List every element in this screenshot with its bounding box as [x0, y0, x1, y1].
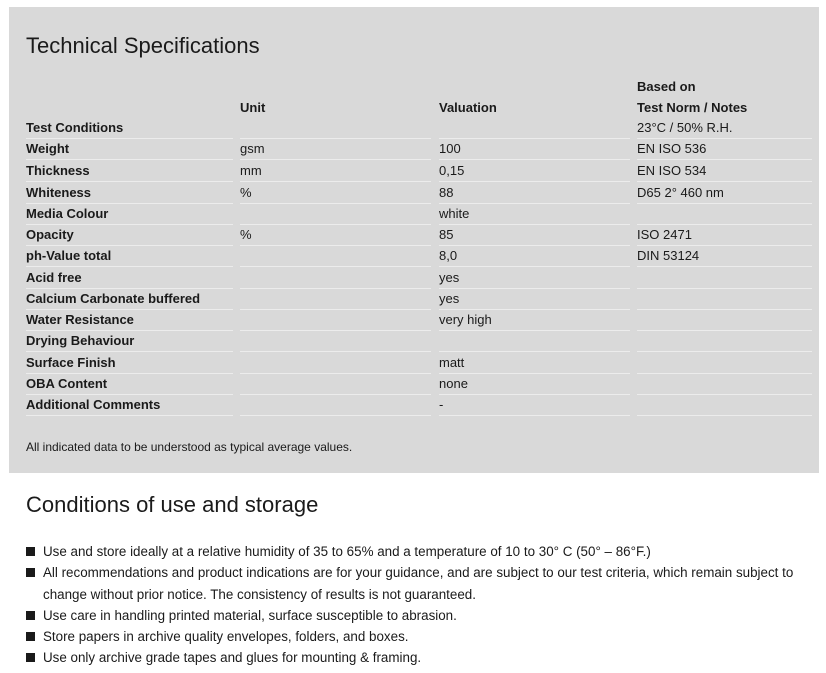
spec-row [9, 395, 819, 416]
row-label: Calcium Carbonate buffered [26, 289, 233, 310]
list-item [26, 562, 816, 605]
row-label: Acid free [26, 268, 233, 289]
row-unit: mm [240, 161, 431, 182]
row-value: 85 [439, 225, 630, 246]
row-notes [637, 395, 812, 416]
spec-row [9, 289, 819, 310]
row-value [439, 331, 630, 352]
row-label: Weight [26, 139, 233, 160]
row-notes [637, 204, 812, 225]
condition-text: Use care in handling printed material, surface susceptible to abrasion. [43, 607, 457, 623]
row-value: 100 [439, 139, 630, 160]
row-notes [637, 289, 812, 310]
row-notes: D65 2° 460 nm [637, 183, 812, 204]
condition-text: Use and store ideally at a relative humidity of 35 to 65% and a temperature of 10 to 30° C (50° – 86°F.) [43, 544, 651, 559]
typical-values-note: All indicated data to be understood as typical average values. [26, 440, 353, 454]
square-bullet-icon [26, 632, 35, 641]
row-notes: EN ISO 536 [637, 139, 812, 160]
header-valuation: Valuation [439, 100, 497, 115]
row-unit [240, 289, 431, 310]
row-unit [240, 204, 431, 225]
row-value: very high [439, 310, 630, 331]
square-bullet-icon [26, 547, 35, 556]
spec-row [9, 310, 819, 331]
list-item [26, 647, 816, 668]
condition-text: Use only archive grade tapes and glues for mounting & framing. [43, 650, 422, 666]
header-unit: Unit [240, 100, 266, 115]
row-value: yes [439, 268, 630, 289]
row-value: yes [439, 289, 630, 310]
row-unit: gsm [240, 139, 431, 160]
row-notes [637, 268, 812, 289]
spec-row [9, 161, 819, 182]
row-unit: % [240, 183, 431, 204]
row-label: Water Resistance [26, 310, 233, 331]
spec-row [9, 246, 819, 267]
square-bullet-icon [26, 653, 35, 662]
row-label: Drying Behaviour [26, 331, 233, 352]
row-unit: % [240, 225, 431, 246]
conditions-title: Conditions of use and storage [26, 492, 319, 517]
row-notes: DIN 53124 [637, 246, 812, 267]
row-value: white [439, 204, 630, 225]
row-unit [240, 246, 431, 267]
list-item [26, 541, 816, 562]
row-label: Opacity [26, 225, 233, 246]
row-label: OBA Content [26, 374, 233, 395]
row-label: Thickness [26, 161, 233, 182]
row-value [439, 118, 630, 139]
row-label: Media Colour [26, 204, 233, 225]
spec-row [9, 204, 819, 225]
row-value: none [439, 374, 630, 395]
condition-text: Store papers in archive quality envelopes, folders, and boxes. [43, 629, 409, 645]
row-value: 0,15 [439, 161, 630, 182]
spec-row [9, 225, 819, 246]
list-item [26, 605, 816, 626]
row-unit [240, 268, 431, 289]
row-value: - [439, 395, 630, 416]
row-label: ph-Value total [26, 246, 233, 267]
row-unit [240, 374, 431, 395]
conditions-list [26, 541, 816, 669]
row-notes [637, 353, 812, 374]
row-notes: ISO 2471 [637, 225, 812, 246]
square-bullet-icon [26, 568, 35, 577]
row-value: 88 [439, 183, 630, 204]
row-unit [240, 118, 431, 139]
row-unit [240, 331, 431, 352]
row-unit [240, 395, 431, 416]
row-label: Test Conditions [26, 118, 233, 139]
header-notes-line2: Test Norm / Notes [637, 100, 748, 115]
row-label: Surface Finish [26, 353, 233, 374]
row-notes [637, 331, 812, 352]
row-notes: 23°C / 50% R.H. [637, 118, 812, 139]
row-unit [240, 310, 431, 331]
row-value: 8,0 [439, 246, 630, 267]
spec-row [9, 331, 819, 352]
spec-row [9, 183, 819, 204]
header-notes-line1: Based on [637, 79, 696, 94]
row-notes [637, 374, 812, 395]
square-bullet-icon [26, 611, 35, 620]
spec-row [9, 118, 819, 139]
row-label: Additional Comments [26, 395, 233, 416]
spec-row [9, 139, 819, 160]
row-notes [637, 310, 812, 331]
row-notes: EN ISO 534 [637, 161, 812, 182]
spec-row [9, 353, 819, 374]
row-unit [240, 353, 431, 374]
condition-text: All recommendations and product indications are for your guidance, and are subject to our test criteria, which remain subject to change without prior notice. The consistency of results is not guaranteed. [43, 565, 794, 602]
spec-title: Technical Specifications [26, 33, 260, 58]
spec-row [9, 268, 819, 289]
list-item [26, 626, 816, 647]
row-label: Whiteness [26, 183, 233, 204]
row-value: matt [439, 353, 630, 374]
technical-specifications-panel [9, 7, 819, 473]
spec-row [9, 374, 819, 395]
